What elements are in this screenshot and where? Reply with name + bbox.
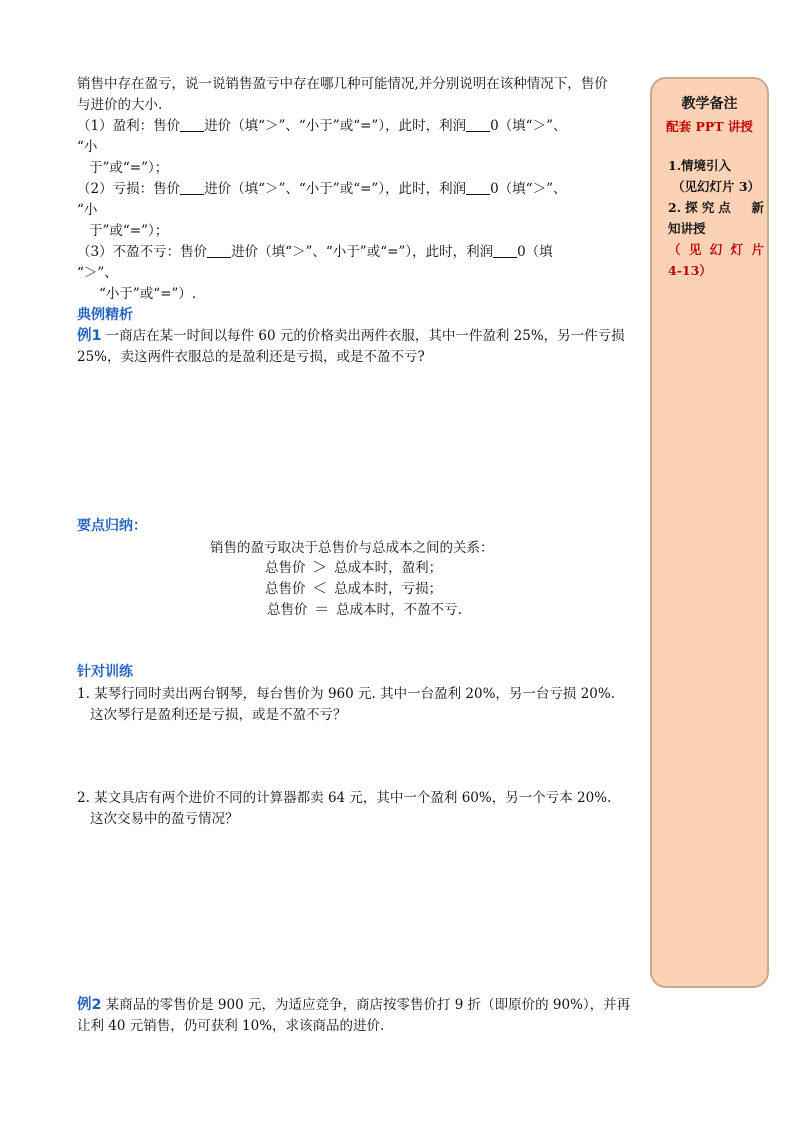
key-point-row: 总售价 ＞ 总成本时，盈利；: [265, 558, 443, 576]
key-points-intro: 销售的盈亏取决于总售价与总成本之间的关系：: [210, 540, 494, 556]
practice-q2-line-1: 2. 某文具店有两个进价不同的计算器都卖 64 元，其中一个盈利 60%，另一个亏本 20%.: [77, 790, 612, 806]
question-break-even-cont: “＞”、: [77, 265, 118, 281]
sidebar-item-explore: 2.探究点 新: [668, 200, 764, 215]
answer-blank[interactable]: [207, 244, 231, 258]
question-profit: （1）盈利：售价 进价（填“＞”、“小于”或“=”），此时，利润 0（填“＞”、: [77, 118, 567, 134]
question-break-even: （3）不盈不亏：售价 进价（填“＞”、“小于”或“=”），此时，利润 0（填: [77, 244, 553, 260]
sidebar-subtitle: 配套 PPT 讲授: [666, 119, 753, 134]
answer-blank[interactable]: [180, 118, 204, 132]
sidebar-item-intro: 1.情境引入: [668, 158, 732, 173]
question-loss-cont: “小: [77, 202, 98, 218]
example2-line-2: 让利 40 元销售，仍可获利 10%，求该商品的进价.: [77, 1018, 385, 1034]
sidebar-item-intro-slide: （见幻灯片 3）: [672, 179, 761, 194]
example1-line-1: 例1 一商店在某一时间以每件 60 元的价格卖出两件衣服，其中一件盈利 25%，另一件亏损: [77, 328, 625, 344]
practice-q2-line-2: 这次交易中的盈亏情况？: [90, 811, 239, 827]
question-loss: （2）亏损：售价 进价（填“＞”、“小于”或“=”），此时，利润 0（填“＞”、: [77, 181, 567, 197]
section-key-points: 要点归纳：: [77, 518, 147, 534]
key-point-row: 总售价 ＝ 总成本时，不盈不亏.: [267, 600, 462, 618]
sidebar-item-explore-range: 4-13）: [668, 263, 712, 278]
sidebar-notes-list: [668, 155, 764, 281]
sidebar-title: 教学备注: [681, 96, 738, 112]
practice-q1-line-1: 1. 某琴行同时卖出两台钢琴，每台售价为 960 元. 其中一台盈利 20%，另一台亏损 20%.: [77, 686, 615, 702]
intro-line-2: 与进价的大小.: [77, 97, 163, 113]
intro-line-1: 销售中存在盈亏，说一说销售盈亏中存在哪几种可能情况,并分别说明在该种情况下，售价: [77, 76, 608, 92]
answer-blank[interactable]: [180, 181, 204, 195]
question-profit-cont2: 于”或“=”）；: [89, 160, 169, 176]
question-loss-cont2: 于”或“=”）；: [89, 223, 169, 239]
answer-blank[interactable]: [466, 118, 490, 132]
teaching-notes-sidebar: [650, 77, 769, 988]
example2-line-1: 例2 某商品的零售价是 900 元，为适应竞争，商店按零售价打 9 折（即原价的 90%），并再: [77, 997, 631, 1013]
practice-q1-line-2: 这次琴行是盈利还是亏损，或是不盈不亏？: [90, 707, 347, 723]
section-practice: 针对训练: [77, 664, 133, 680]
answer-blank[interactable]: [493, 244, 517, 258]
sidebar-item-explore-slide: （见幻灯片: [668, 242, 764, 257]
key-point-row: 总售价 ＜ 总成本时，亏损；: [265, 579, 443, 597]
example1-line-2: 25%，卖这两件衣服总的是盈利还是亏损，或是不盈不亏?: [77, 349, 425, 365]
sidebar-item-explore-cont: 知讲授: [668, 221, 706, 236]
example1-label: 例1: [77, 328, 102, 344]
example2-label: 例2: [77, 997, 102, 1013]
main-content: [77, 74, 639, 368]
question-profit-cont: “小: [77, 139, 98, 155]
answer-blank[interactable]: [466, 181, 490, 195]
section-typical-examples: 典例精析: [77, 307, 133, 323]
question-break-even-cont2: “小于”或“=”）.: [99, 286, 197, 302]
